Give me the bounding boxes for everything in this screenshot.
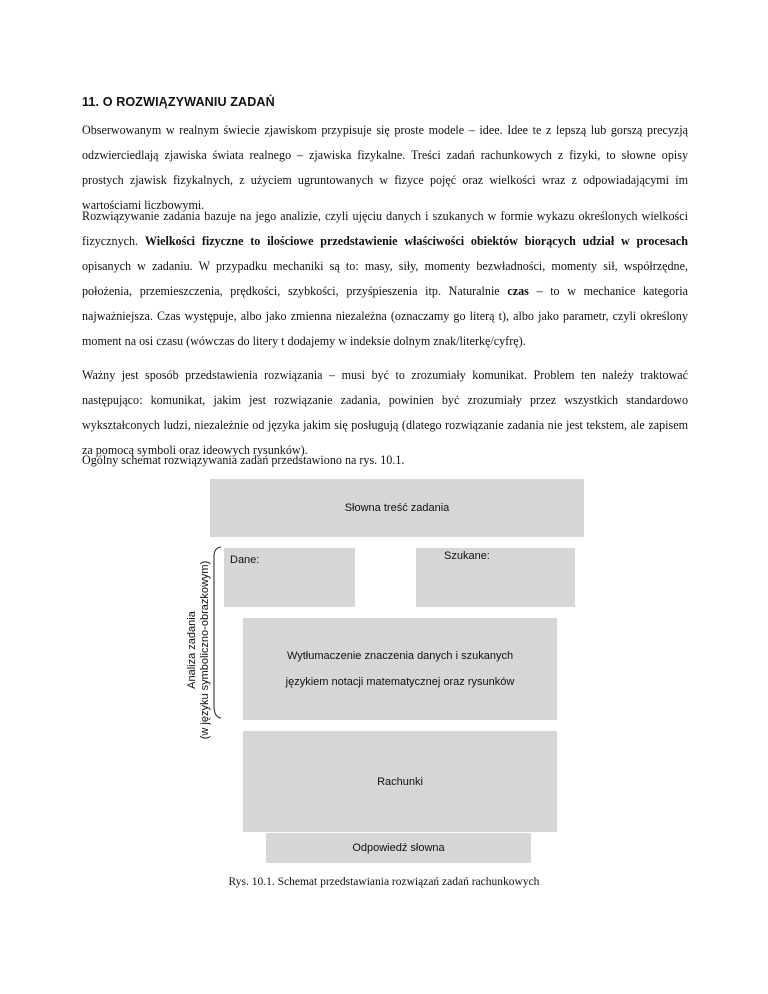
sought-label: Szukane: xyxy=(444,550,490,562)
answer-label: Odpowiedź słowna xyxy=(352,842,445,854)
diagram-answer-box xyxy=(266,833,531,863)
given-label: Dane: xyxy=(230,554,260,566)
analysis-label-line-2: (w języku symboliczno-obrazkowym) xyxy=(199,560,211,740)
explanation-line-1: Wytłumaczenie znaczenia danych i szukanych xyxy=(286,650,514,662)
paragraph-1: Obserwowanym w realnym świecie zjawiskom przypisuje się proste modele – idee. Idee te z lepszą lub gorszą precyzją odzwierciedlają zjawiska świata realnego – zjawiska fizykalne. Treści zadań rachunkowych z fizyki, to słowne opisy prostych zjawisk fizykalnych, z użyciem ugruntowanych w fizyce pojęć oraz wielkości wraz z odpowiadającymi im wartościami liczbowymi. xyxy=(82,123,688,212)
paragraph-4: Ogólny schemat rozwiązywania zadań przedstawiono na rys. 10.1. xyxy=(82,453,405,467)
calculations-label: Rachunki xyxy=(377,775,423,788)
paragraph-3: Ważny jest sposób przedstawienia rozwiązania – musi być to zrozumiały komunikat. Problem ten należy traktować następująco: komunikat, jakim jest rozwiązanie zadania, powinien być zrozumiały przez wszystkich standardowo wykształconych ludzi, niezależnie od języka jakim się posługują (dlatego rozwiązanie zadania nie jest tekstem, ale zapisem za pomocą symboli oraz ideowych rysunków). xyxy=(82,368,688,457)
section-heading: 11. O ROZWIĄZYWANIU ZADAŃ xyxy=(82,95,275,109)
p2-text-a: Rozwiązywanie zadania bazuje na jego analizie, czyli ujęciu danych i szukanych w formie wykazu określonych wielkości fizycznych. xyxy=(82,209,688,248)
p2-bold-czas: czas xyxy=(507,284,529,298)
diagram-calculations-box xyxy=(243,731,557,832)
task-text-label: Słowna treść zadania xyxy=(344,502,450,514)
diagram-given-box xyxy=(224,548,355,607)
analysis-label-line-1: Analiza zadania xyxy=(186,611,198,689)
p2-text-c: opisanych w zadaniu. W przypadku mechaniki są to: masy, siły, momenty bezwładności, momenty sił, współrzędne, położenia, przemieszczenia, prędkości, szybkości, przyśpieszenia itp. Naturalnie xyxy=(82,259,688,298)
p2-bold-definition: Wielkości fizyczne to ilościowe przedstawienie właściwości obiektów biorących udział w procesach xyxy=(144,234,689,248)
explanation-line-2: językiem notacji matematycznej oraz rysunków xyxy=(285,676,515,688)
diagram-sought-box xyxy=(416,548,575,607)
p2-text-e: – to w mechanice kategoria najważniejsza. Czas występuje, albo jako zmienna niezależna (oznaczamy go literą t), albo jako parametr, czyli określony moment na osi czasu (wówczas do litery t dodajemy w indeksie dolnym znak/literkę/cyfrę). xyxy=(82,284,688,348)
figure-caption: Rys. 10.1. Schemat przedstawiania rozwiązań zadań rachunkowych xyxy=(228,876,540,888)
diagram-explanation-box xyxy=(243,618,557,720)
analysis-brace xyxy=(210,546,224,720)
diagram-task-text-box xyxy=(210,479,584,537)
paragraph-2 xyxy=(82,204,688,354)
